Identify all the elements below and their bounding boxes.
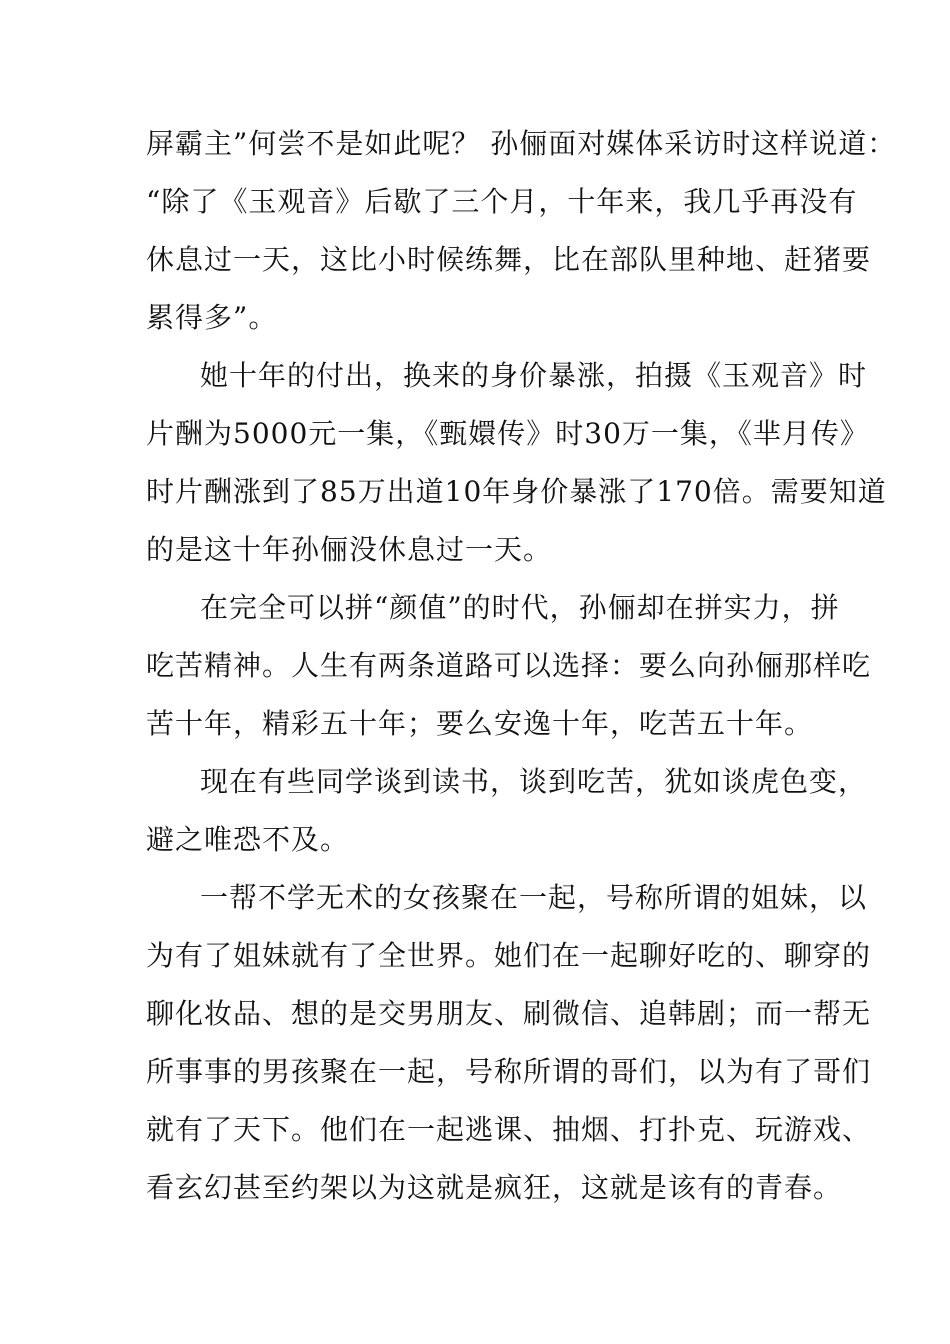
text-line: 为有了姐妹就有了全世界。她们在一起聊好吃的、聊穿的	[146, 939, 872, 972]
text-line: 累得多”。	[146, 301, 278, 334]
text-line: 吃苦精神。人生有两条道路可以选择：要么向孙俪那样吃	[146, 649, 872, 682]
text-line: 避之唯恐不及。	[146, 823, 350, 856]
text-line: 屏霸主”何尝不是如此呢？ 孙俪面对媒体采访时这样说道：	[146, 127, 897, 160]
text-line: 就有了天下。他们在一起逃课、抽烟、打扑克、玩游戏、	[146, 1113, 872, 1146]
text-line: 的是这十年孙俪没休息过一天。	[146, 533, 553, 566]
text-line: 聊化妆品、想的是交男朋友、刷微信、追韩剧；而一帮无	[146, 997, 872, 1030]
text-line: 现在有些同学谈到读书，谈到吃苦，犹如谈虎色变，	[200, 765, 868, 798]
text-line: 苦十年，精彩五十年；要么安逸十年，吃苦五十年。	[146, 707, 814, 740]
text-line: 片酬为5000元一集，《甄嬛传》时30万一集，《芈月传》	[146, 417, 869, 450]
text-line: 一帮不学无术的女孩聚在一起，号称所谓的姐妹，以	[200, 881, 868, 914]
text-line: 休息过一天，这比小时候练舞，比在部队里种地、赶猪要	[146, 243, 872, 276]
text-line: 看玄幻甚至约架以为这就是疯狂，这就是该有的青春。	[146, 1171, 843, 1204]
text-line: 在完全可以拼“颜值”的时代，孙俪却在拼实力，拼	[200, 591, 840, 624]
text-line: “除了《玉观音》后歇了三个月，十年来，我几乎再没有	[146, 185, 858, 218]
text-line: 她十年的付出，换来的身价暴涨，拍摄《玉观音》时	[200, 359, 868, 392]
text-line: 所事事的男孩聚在一起，号称所谓的哥们，以为有了哥们	[146, 1055, 872, 1088]
text-line: 时片酬涨到了85万出道10年身价暴涨了170倍。需要知道	[146, 475, 887, 508]
